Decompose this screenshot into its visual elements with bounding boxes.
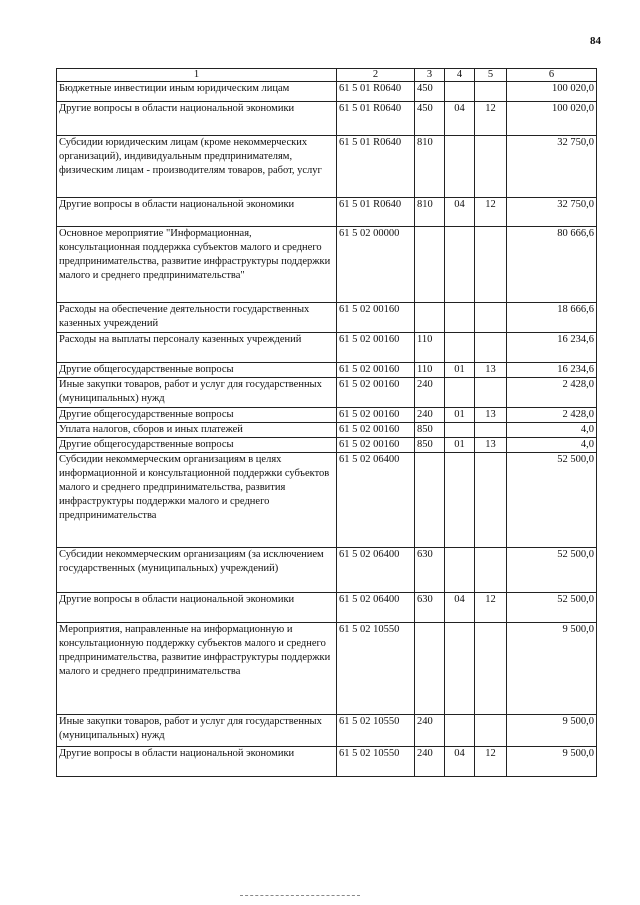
- table-row: [57, 453, 597, 548]
- row-section-cell: 04: [445, 593, 475, 623]
- row-name-cell: Другие вопросы в области национальной экономики: [57, 747, 337, 777]
- row-code-cell: 61 5 02 10550: [337, 747, 415, 777]
- table-row: [57, 363, 597, 378]
- row-code-cell: 61 5 02 06400: [337, 548, 415, 593]
- row-expense-type-cell: 850: [415, 423, 445, 438]
- row-amount-cell: 100 020,0: [507, 82, 597, 102]
- row-code-cell: 61 5 02 00160: [337, 363, 415, 378]
- row-section-cell: [445, 623, 475, 715]
- row-name-cell: Другие вопросы в области национальной экономики: [57, 198, 337, 227]
- table-row: [57, 136, 597, 198]
- row-code-cell: 61 5 02 00000: [337, 227, 415, 303]
- row-subsection-cell: 13: [475, 408, 507, 423]
- table-row: [57, 227, 597, 303]
- row-code-cell: 61 5 02 00160: [337, 423, 415, 438]
- row-expense-type-cell: 450: [415, 82, 445, 102]
- row-subsection-cell: [475, 623, 507, 715]
- row-expense-type-cell: [415, 623, 445, 715]
- table-row: [57, 408, 597, 423]
- row-name-cell: Иные закупки товаров, работ и услуг для государственных (муниципальных) нужд: [57, 715, 337, 747]
- table-row: [57, 593, 597, 623]
- table-row: [57, 303, 597, 333]
- row-name-cell: Основное мероприятие "Информационная, консультационная поддержка субъектов малого и среднего предпринимательства, развитие инфраструктуры поддержки малого и среднего предпринимательства": [57, 227, 337, 303]
- row-amount-cell: 32 750,0: [507, 198, 597, 227]
- row-amount-cell: 52 500,0: [507, 593, 597, 623]
- table-row: [57, 747, 597, 777]
- row-amount-cell: 4,0: [507, 438, 597, 453]
- row-expense-type-cell: 110: [415, 333, 445, 363]
- row-code-cell: 61 5 02 00160: [337, 333, 415, 363]
- row-expense-type-cell: 850: [415, 438, 445, 453]
- row-code-cell: 61 5 02 00160: [337, 303, 415, 333]
- row-section-cell: [445, 453, 475, 548]
- row-subsection-cell: 12: [475, 198, 507, 227]
- table-row: [57, 438, 597, 453]
- row-section-cell: [445, 715, 475, 747]
- row-amount-cell: 9 500,0: [507, 747, 597, 777]
- row-expense-type-cell: [415, 453, 445, 548]
- row-subsection-cell: [475, 423, 507, 438]
- row-section-cell: [445, 333, 475, 363]
- row-name-cell: Расходы на выплаты персоналу казенных учреждений: [57, 333, 337, 363]
- row-subsection-cell: 13: [475, 438, 507, 453]
- row-subsection-cell: [475, 227, 507, 303]
- row-expense-type-cell: 240: [415, 378, 445, 408]
- row-expense-type-cell: 630: [415, 548, 445, 593]
- row-amount-cell: 16 234,6: [507, 333, 597, 363]
- budget-table: [56, 68, 597, 777]
- row-expense-type-cell: 110: [415, 363, 445, 378]
- row-expense-type-cell: 240: [415, 408, 445, 423]
- row-section-cell: 01: [445, 363, 475, 378]
- row-expense-type-cell: [415, 303, 445, 333]
- table-row: [57, 548, 597, 593]
- row-amount-cell: 100 020,0: [507, 102, 597, 136]
- row-subsection-cell: 12: [475, 102, 507, 136]
- row-subsection-cell: [475, 378, 507, 408]
- row-section-cell: [445, 82, 475, 102]
- table-body: [57, 82, 597, 777]
- row-code-cell: 61 5 02 10550: [337, 715, 415, 747]
- row-section-cell: 04: [445, 198, 475, 227]
- row-section-cell: [445, 303, 475, 333]
- row-name-cell: Мероприятия, направленные на информационную и консультационную поддержку субъектов малого и среднего предпринимательства, развитие инфраструктуры поддержки малого и среднего предпринимательства: [57, 623, 337, 715]
- row-section-cell: 01: [445, 408, 475, 423]
- row-code-cell: 61 5 01 R0640: [337, 102, 415, 136]
- row-subsection-cell: 12: [475, 747, 507, 777]
- row-name-cell: Другие вопросы в области национальной экономики: [57, 102, 337, 136]
- row-code-cell: 61 5 01 R0640: [337, 198, 415, 227]
- column-header-6: 6: [507, 69, 597, 82]
- row-amount-cell: 9 500,0: [507, 715, 597, 747]
- row-subsection-cell: 13: [475, 363, 507, 378]
- row-subsection-cell: [475, 548, 507, 593]
- row-subsection-cell: [475, 333, 507, 363]
- row-section-cell: [445, 227, 475, 303]
- table-row: [57, 715, 597, 747]
- table-row: [57, 423, 597, 438]
- row-expense-type-cell: 630: [415, 593, 445, 623]
- row-code-cell: 61 5 01 R0640: [337, 136, 415, 198]
- row-code-cell: 61 5 02 06400: [337, 453, 415, 548]
- row-code-cell: 61 5 02 00160: [337, 408, 415, 423]
- row-code-cell: 61 5 02 10550: [337, 623, 415, 715]
- table-row: [57, 82, 597, 102]
- row-amount-cell: 2 428,0: [507, 408, 597, 423]
- row-name-cell: Субсидии юридическим лицам (кроме некоммерческих организаций), индивидуальным предпринимателям, физическим лицам - производителям товаров, работ, услуг: [57, 136, 337, 198]
- row-subsection-cell: 12: [475, 593, 507, 623]
- row-name-cell: Уплата налогов, сборов и иных платежей: [57, 423, 337, 438]
- footer-divider: [240, 895, 360, 896]
- row-section-cell: [445, 423, 475, 438]
- column-header-2: 2: [337, 69, 415, 82]
- row-expense-type-cell: 810: [415, 136, 445, 198]
- row-amount-cell: 52 500,0: [507, 453, 597, 548]
- table-row: [57, 378, 597, 408]
- row-amount-cell: 4,0: [507, 423, 597, 438]
- row-name-cell: Бюджетные инвестиции иным юридическим лицам: [57, 82, 337, 102]
- row-name-cell: Другие общегосударственные вопросы: [57, 438, 337, 453]
- row-code-cell: 61 5 02 06400: [337, 593, 415, 623]
- table-row: [57, 198, 597, 227]
- table-row: [57, 623, 597, 715]
- table-header-row: [57, 69, 597, 82]
- row-amount-cell: 52 500,0: [507, 548, 597, 593]
- row-expense-type-cell: 450: [415, 102, 445, 136]
- row-name-cell: Другие общегосударственные вопросы: [57, 363, 337, 378]
- row-name-cell: Субсидии некоммерческим организациям (за исключением государственных (муниципальных) учреждений): [57, 548, 337, 593]
- row-code-cell: 61 5 02 00160: [337, 378, 415, 408]
- page-number: 84: [590, 35, 601, 47]
- row-expense-type-cell: 240: [415, 747, 445, 777]
- row-section-cell: 01: [445, 438, 475, 453]
- row-section-cell: 04: [445, 102, 475, 136]
- row-expense-type-cell: 240: [415, 715, 445, 747]
- row-amount-cell: 9 500,0: [507, 623, 597, 715]
- row-subsection-cell: [475, 715, 507, 747]
- column-header-3: 3: [415, 69, 445, 82]
- row-subsection-cell: [475, 303, 507, 333]
- row-subsection-cell: [475, 453, 507, 548]
- column-header-1: 1: [57, 69, 337, 82]
- row-section-cell: [445, 378, 475, 408]
- row-section-cell: 04: [445, 747, 475, 777]
- table-row: [57, 102, 597, 136]
- row-code-cell: 61 5 02 00160: [337, 438, 415, 453]
- row-section-cell: [445, 548, 475, 593]
- row-subsection-cell: [475, 136, 507, 198]
- table-row: [57, 333, 597, 363]
- column-header-5: 5: [475, 69, 507, 82]
- row-code-cell: 61 5 01 R0640: [337, 82, 415, 102]
- row-amount-cell: 32 750,0: [507, 136, 597, 198]
- row-name-cell: Другие вопросы в области национальной экономики: [57, 593, 337, 623]
- row-amount-cell: 80 666,6: [507, 227, 597, 303]
- row-expense-type-cell: [415, 227, 445, 303]
- row-expense-type-cell: 810: [415, 198, 445, 227]
- row-subsection-cell: [475, 82, 507, 102]
- row-amount-cell: 2 428,0: [507, 378, 597, 408]
- row-amount-cell: 16 234,6: [507, 363, 597, 378]
- row-amount-cell: 18 666,6: [507, 303, 597, 333]
- column-header-4: 4: [445, 69, 475, 82]
- row-name-cell: Субсидии некоммерческим организациям в целях информационной и консультационной поддержки субъектов малого и среднего предпринимательства, развития инфраструктуры поддержки малого и среднего предпринимательства: [57, 453, 337, 548]
- row-name-cell: Расходы на обеспечение деятельности государственных казенных учреждений: [57, 303, 337, 333]
- row-section-cell: [445, 136, 475, 198]
- row-name-cell: Другие общегосударственные вопросы: [57, 408, 337, 423]
- row-name-cell: Иные закупки товаров, работ и услуг для государственных (муниципальных) нужд: [57, 378, 337, 408]
